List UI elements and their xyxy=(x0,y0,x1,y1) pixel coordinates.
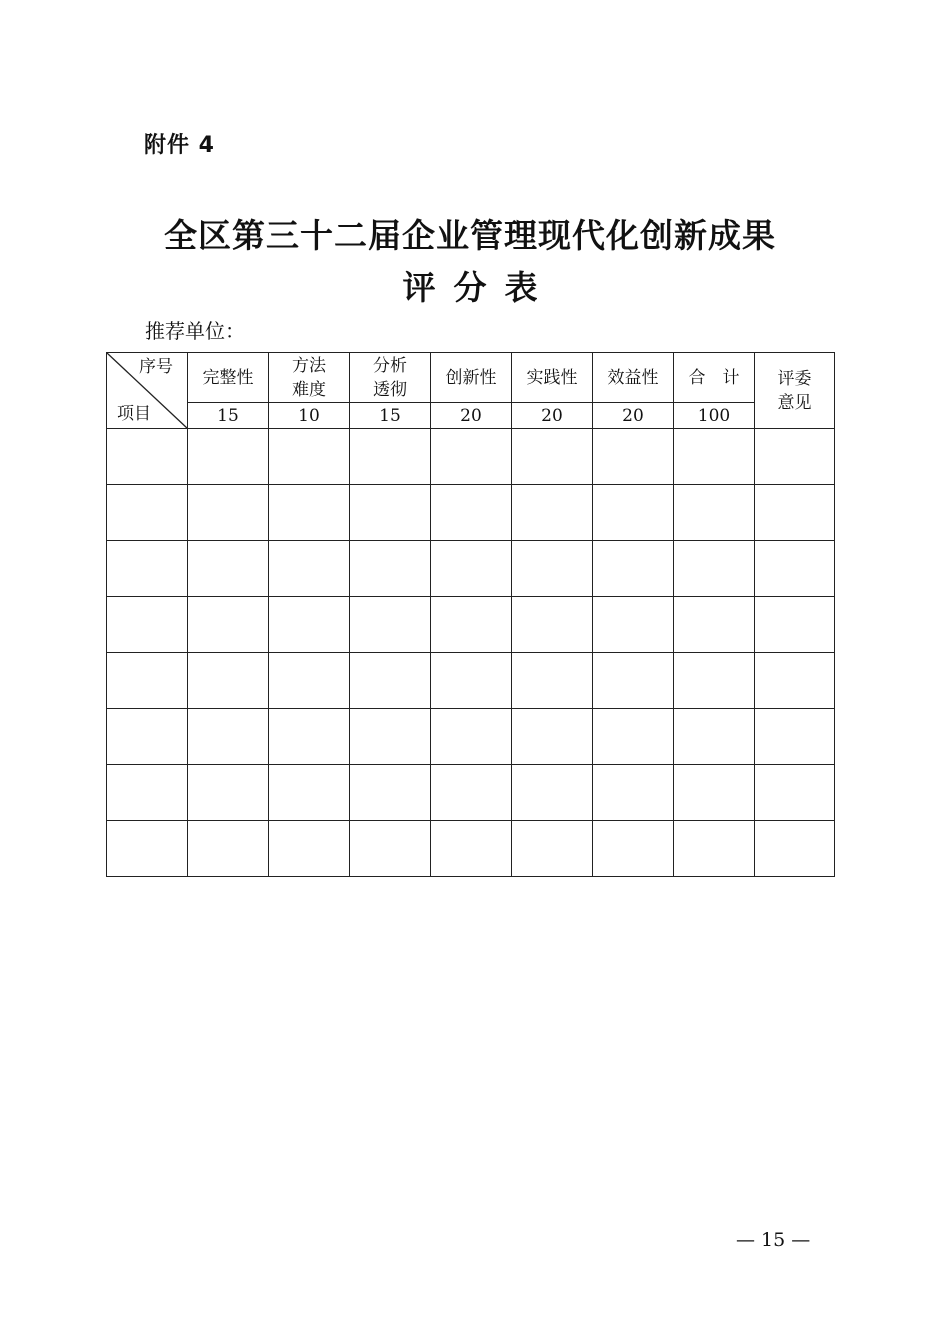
score-entry-row xyxy=(107,597,835,653)
score-entry-cell[interactable] xyxy=(593,429,674,485)
max-score: 20 xyxy=(431,403,512,429)
score-entry-cell[interactable] xyxy=(755,709,835,765)
score-entry-cell[interactable] xyxy=(269,541,350,597)
score-entry-cell[interactable] xyxy=(755,821,835,877)
score-entry-cell[interactable] xyxy=(512,429,593,485)
score-entry-row xyxy=(107,541,835,597)
header-row xyxy=(107,353,835,403)
score-entry-cell[interactable] xyxy=(188,821,269,877)
score-entry-cell[interactable] xyxy=(269,765,350,821)
score-entry-cell[interactable] xyxy=(674,429,755,485)
score-entry-cell[interactable] xyxy=(107,597,188,653)
score-entry-cell[interactable] xyxy=(512,597,593,653)
score-entry-cell[interactable] xyxy=(350,765,431,821)
score-entry-cell[interactable] xyxy=(593,653,674,709)
score-entry-cell[interactable] xyxy=(593,485,674,541)
score-entry-cell[interactable] xyxy=(512,765,593,821)
max-score: 15 xyxy=(188,403,269,429)
score-entry-cell[interactable] xyxy=(512,709,593,765)
score-entry-cell[interactable] xyxy=(512,485,593,541)
comment-header-line2: 意见 xyxy=(777,392,812,413)
score-entry-cell[interactable] xyxy=(512,821,593,877)
score-entry-cell[interactable] xyxy=(431,541,512,597)
score-entry-cell[interactable] xyxy=(107,765,188,821)
document-subtitle xyxy=(0,262,940,309)
criterion-header xyxy=(431,353,512,403)
score-entry-cell[interactable] xyxy=(188,485,269,541)
criterion-header xyxy=(188,353,269,403)
criterion-name: 分析 xyxy=(373,355,407,376)
score-entry-cell[interactable] xyxy=(431,429,512,485)
score-entry-cell[interactable] xyxy=(107,821,188,877)
score-entry-cell[interactable] xyxy=(755,597,835,653)
criterion-header xyxy=(350,353,431,403)
criterion-name: 完整性 xyxy=(202,367,254,388)
score-entry-cell[interactable] xyxy=(350,485,431,541)
score-entry-cell[interactable] xyxy=(107,653,188,709)
score-entry-cell[interactable] xyxy=(512,653,593,709)
score-entry-cell[interactable] xyxy=(269,429,350,485)
score-entry-cell[interactable] xyxy=(674,597,755,653)
criterion-header xyxy=(593,353,674,403)
score-entry-cell[interactable] xyxy=(674,765,755,821)
score-entry-cell[interactable] xyxy=(674,709,755,765)
corner-header-bottom: 项目 xyxy=(117,404,151,424)
score-entry-row xyxy=(107,485,835,541)
score-entry-cell[interactable] xyxy=(593,709,674,765)
score-entry-cell[interactable] xyxy=(350,429,431,485)
max-score: 15 xyxy=(350,403,431,429)
page-number: — 15 — xyxy=(736,1229,811,1251)
score-entry-cell[interactable] xyxy=(269,597,350,653)
recommend-unit-label: 推荐单位： xyxy=(145,319,245,343)
score-entry-row xyxy=(107,429,835,485)
score-entry-cell[interactable] xyxy=(350,709,431,765)
score-entry-cell[interactable] xyxy=(350,597,431,653)
score-table xyxy=(106,352,835,877)
comment-header xyxy=(755,353,835,429)
attachment-label: 附件 4 xyxy=(144,133,215,158)
score-entry-cell[interactable] xyxy=(431,485,512,541)
score-entry-cell[interactable] xyxy=(593,541,674,597)
score-entry-row xyxy=(107,709,835,765)
max-score: 20 xyxy=(512,403,593,429)
score-entry-cell[interactable] xyxy=(755,765,835,821)
score-entry-cell[interactable] xyxy=(350,821,431,877)
corner-header-top: 序号 xyxy=(139,357,173,377)
score-entry-cell[interactable] xyxy=(755,485,835,541)
score-entry-row xyxy=(107,653,835,709)
score-entry-cell[interactable] xyxy=(755,541,835,597)
score-entry-cell[interactable] xyxy=(107,709,188,765)
score-entry-cell[interactable] xyxy=(107,429,188,485)
score-entry-cell[interactable] xyxy=(188,541,269,597)
score-entry-cell[interactable] xyxy=(188,653,269,709)
score-entry-cell[interactable] xyxy=(350,653,431,709)
comment-header-line1: 评委 xyxy=(777,368,812,389)
score-entry-cell[interactable] xyxy=(107,485,188,541)
score-entry-row xyxy=(107,821,835,877)
score-entry-cell[interactable] xyxy=(431,821,512,877)
score-entry-rows xyxy=(107,429,835,877)
score-entry-cell[interactable] xyxy=(755,429,835,485)
score-entry-cell[interactable] xyxy=(593,765,674,821)
max-score: 100 xyxy=(674,403,755,429)
criterion-name: 方法 xyxy=(292,355,326,376)
max-score: 10 xyxy=(269,403,350,429)
score-entry-cell[interactable] xyxy=(269,709,350,765)
score-entry-cell[interactable] xyxy=(512,541,593,597)
score-entry-cell[interactable] xyxy=(674,821,755,877)
criterion-name: 实践性 xyxy=(526,367,578,388)
score-entry-cell[interactable] xyxy=(350,541,431,597)
score-entry-row xyxy=(107,765,835,821)
criterion-header xyxy=(269,353,350,403)
subtitle-char: 评 xyxy=(402,268,436,307)
criterion-name-line2: 透彻 xyxy=(373,379,407,400)
subtitle-char: 分 xyxy=(453,268,487,307)
criterion-name-line2: 难度 xyxy=(292,379,326,400)
score-entry-cell[interactable] xyxy=(674,485,755,541)
document-title: 全区第三十二届企业管理现代化创新成果 xyxy=(164,216,776,255)
score-entry-cell[interactable] xyxy=(431,765,512,821)
score-entry-cell[interactable] xyxy=(431,709,512,765)
max-score: 20 xyxy=(593,403,674,429)
corner-header-cell xyxy=(107,353,188,429)
score-entry-cell[interactable] xyxy=(188,709,269,765)
score-entry-cell[interactable] xyxy=(188,597,269,653)
score-entry-cell[interactable] xyxy=(269,821,350,877)
score-entry-cell[interactable] xyxy=(269,653,350,709)
criterion-header xyxy=(674,353,755,403)
subtitle-char: 表 xyxy=(504,268,538,307)
max-score-row xyxy=(107,403,835,429)
score-entry-cell[interactable] xyxy=(755,653,835,709)
criterion-header xyxy=(512,353,593,403)
score-entry-cell[interactable] xyxy=(431,597,512,653)
score-entry-cell[interactable] xyxy=(188,429,269,485)
score-entry-cell[interactable] xyxy=(674,653,755,709)
score-entry-cell[interactable] xyxy=(593,821,674,877)
criterion-name: 创新性 xyxy=(445,367,497,388)
score-entry-cell[interactable] xyxy=(107,541,188,597)
score-entry-cell[interactable] xyxy=(188,765,269,821)
criterion-name: 效益性 xyxy=(607,367,659,388)
score-entry-cell[interactable] xyxy=(674,541,755,597)
score-entry-cell[interactable] xyxy=(431,653,512,709)
score-entry-cell[interactable] xyxy=(593,597,674,653)
criterion-name: 合 计 xyxy=(688,367,740,388)
score-entry-cell[interactable] xyxy=(269,485,350,541)
